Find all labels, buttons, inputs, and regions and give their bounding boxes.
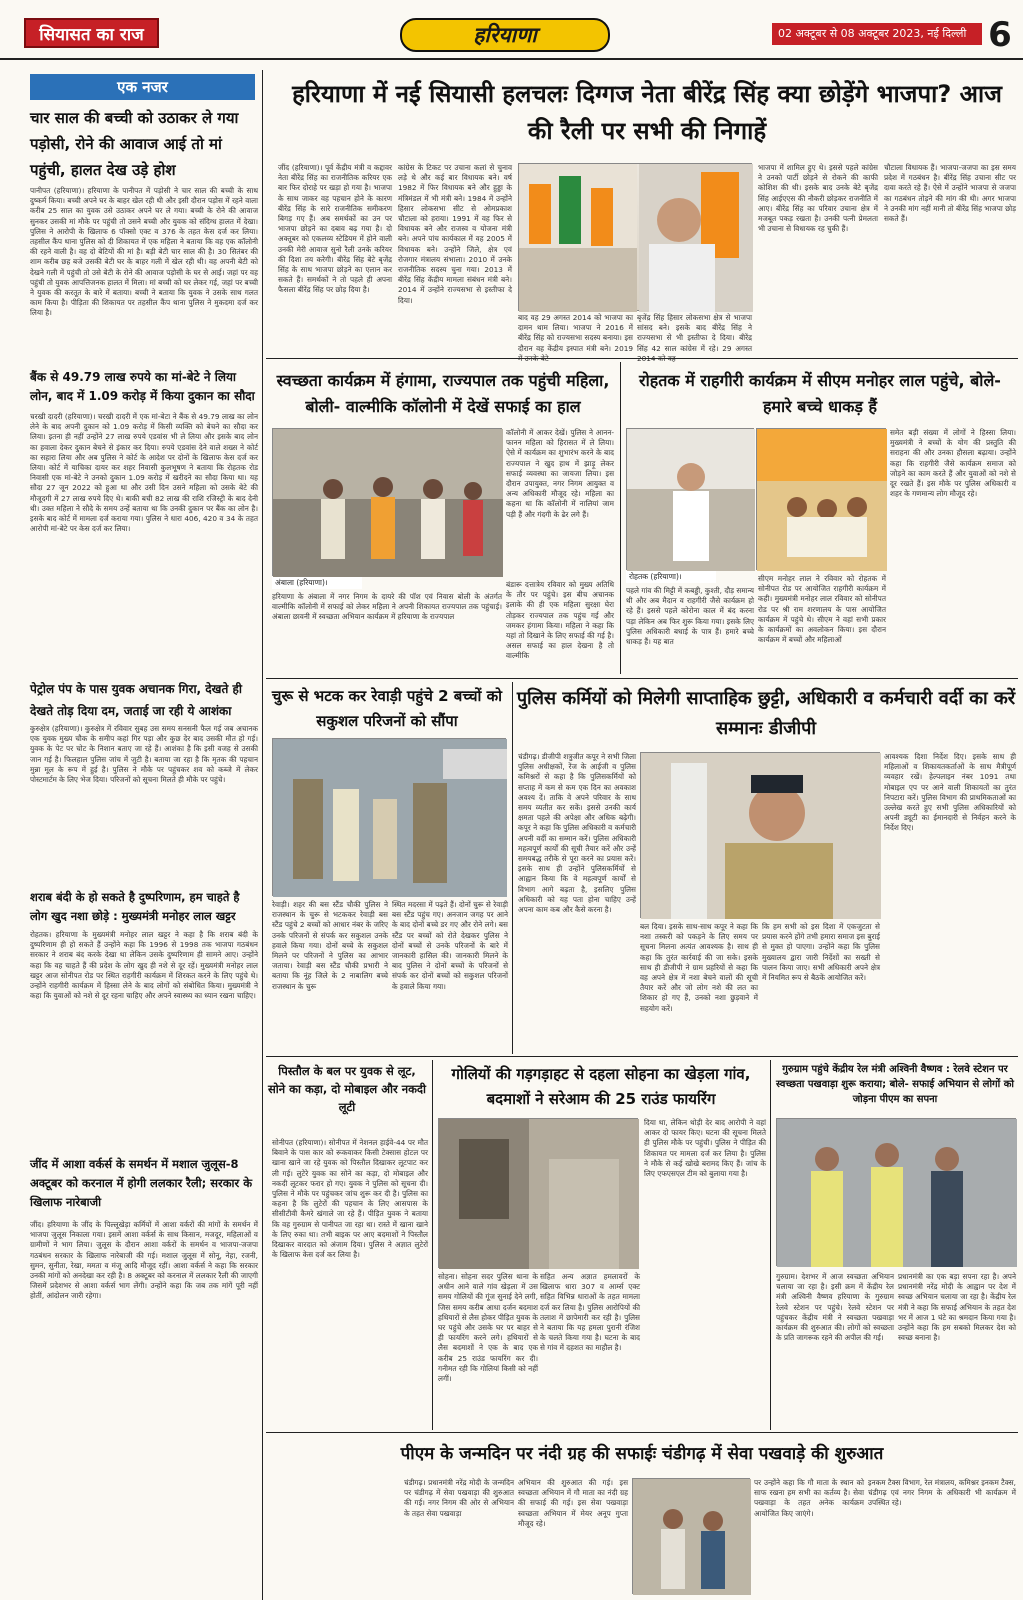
lead-photo-illustration	[519, 164, 753, 312]
vaishnaw-photo	[776, 1118, 1016, 1266]
lower-rule	[266, 1056, 1018, 1057]
sohna-photo	[438, 1118, 638, 1268]
lead-headline: हरियाणा में नई सियासी हलचलः दिग्गज नेता बीरेंद्र सिंह क्या छोड़ेंगे भाजपा? आज की रैली पर सभी की निगाहें	[292, 80, 1002, 145]
rohtak-headline: रोहतक में राहगीरी कार्यक्रम में सीएम मनोहर लाल पहुंचे, बोले- हमारे बच्चे धाकड़ हैं	[639, 371, 1001, 416]
nandi-headline: पीएम के जन्मदिन पर नंदी ग्रह की सफाईः चंडीगढ़ में सेवा पखवाड़े की शुरुआत	[400, 1444, 884, 1464]
pistol-body: सोनीपत (हरियाणा)। सोनीपत में नेशनल हाईवे-44 पर मौत बिवाने के पास कार को रूकवाकर किसी टेक्सास होटल पर खाना खाने जा रहे युवक को पिस्तौल दिखाकर लूटपाट कर ली गई। लुटेरे युवक का सोने का कड़ा, दो मोबाइल और नकदी लूटकर फरार हो गए। युवक ने पुलिस को सूचना दी। पुलिस ने मौके पर पहुंचकर जांच शुरू कर दी है। पुलिस का कहना है कि लुटेरों की पहचान के लिए आसपास के सीसीटीवी कैमरे खंगाले जा रहे हैं। पीड़ित युवक ने बताया कि वह गुरुग्राम से पानीपत जा रहा था। रास्ते में खाना खाने के लिए रुका था। तभी बाइक पर आए बदमाशों ने पिस्तौल दिखाकर वारदात को अंजाम दिया। पुलिस ने अज्ञात लुटेरों के खिलाफ केस दर्ज कर लिया है।	[272, 1138, 428, 1260]
sidebar-story-4-body: रोहतक। हरियाणा के मुख्यमंत्री मनोहर लाल खट्टर ने कहा है कि शराब बंदी के दुष्परिणाम ही हो सकते हैं उन्होंने कहा कि 1996 से 1998 तक भाजपा गठबंधन सरकार ने शराब बंद करके देखा था लेकिन उसके दुष्परिणाम ही सामने आए। उन्होंने कहा कि वह चाहते हैं की प्रदेश के लोग खुद ही नशे से दूर रहें। मुख्यमंत्री मनोहर लाल खट्टर आज सोनीपत रोड पर स्थित राहगीरी कार्यक्रम में शिरकत करने के लिए पहुंचे थे। उन्होंने राहगीरी कार्यक्रम में हिस्सा लेने के बाद लोगों को संबोधित किया। मुख्यमंत्री ने कहा कि युवाओं को नशे से दूर रहना चाहिए और अपने स्वास्थ्य का ध्यान रखना चाहिए।	[30, 930, 258, 1001]
sohna-body-2: सहित अन्य अज्ञात हमलावरों के खिलाफ धारा 307 व आर्म्स एक्ट सहित विभिन्न धाराओं के तहत मामला दर्ज कर लिया है। पुलिस आरोपियों की तलाश में छापेमारी कर रही है। पुलिस ने बताया कि यह हमला पुरानी रंजिश के चलते किया गया है। घटना के बाद से गांव में दहशत का माहौल है।	[540, 1272, 640, 1353]
sidebar-story-3-head: पेट्रोल पंप के पास युवक अचानक गिरा, देखते ही देखते तोड़ दिया दम, जताई जा रही ये आशंका	[30, 682, 242, 718]
sohna-divider	[770, 1060, 771, 1430]
churu-body-2: स्थित मदरसा में पढ़ते हैं। दोनों चुरू से रेवाड़ी बस स्टैंड पहुंच गए। अनजान जगह पर आने के बाद दोनों बच्चे डर गए और रोने लगे। बस स्टैंड पर बच्चों को रोते देखकर पुलिस ने दोनों बच्चों से उनके परिजनों के बारे में जानकारी हासिल की। जानकारी मिलने के बाद पुलिस ने दोनों बच्चों के परिजनों से संपर्क कर दोनों बच्चों को सकुशल परिजनों के हवाले किया गया।	[392, 900, 508, 991]
rohtak-caption: रोहतक (हरियाणा)।	[626, 571, 716, 583]
sohna-photo-illustration	[439, 1119, 639, 1269]
police-photo-illustration	[641, 753, 881, 919]
churu-headline: चुरू से भटक कर रेवाड़ी पहुंचे 2 बच्चों को सकुशल परिजनों को सौंपा	[271, 687, 503, 730]
vaishnaw-photo-illustration	[777, 1119, 1017, 1267]
sidebar-story-5-head: जींद में आशा वर्कर्स के समर्थन में मशाल जुलूस-8 अक्टूबर को करनाल में होगी ललकार रैली; सरकार के खिलाफ नारेबाजी	[30, 1157, 253, 1209]
police-body-4: आवश्यक दिशा निर्देश दिए। इसके साथ ही महिलाओं व शिकायतकर्ताओं के साथ मैत्रीपूर्ण व्यवहार रखें। हेल्पलाइन नंबर 1091 तथा मोबाइल एप पर आने वाली शिकायतों का तुरंत निपटारा करें। पुलिस विभाग की प्राथमिकताओं का उल्लेख करते हुए सभी पुलिस अधिकारियों को अपनी ड्यूटी का ईमानदारी से निर्वहन करने के निर्देश दिए।	[884, 752, 1016, 833]
nandi-photo	[632, 1478, 750, 1594]
nandi-body-1: चंडीगढ़। प्रधानमंत्री नरेंद्र मोदी के जन्मदिन पर चंडीगढ़ में सेवा पखवाड़ा की शुरुआत की गई। नगर निगम की ओर से अभियान के तहत सेवा पखवाड़ा	[404, 1478, 514, 1518]
section-tag: हरियाणा	[400, 18, 610, 52]
nandi-body-3: पर उन्होंने कहा कि गौ माता के स्थान को साफ रखना हम सभी का कर्तव्य है। सेवा पखवाड़ा के तहत अनेक कार्यक्रम आयोजित किए जाएंगे।	[754, 1478, 864, 1518]
lead-photo	[518, 163, 752, 311]
rohtak-body-3: समेत बड़ी संख्या में लोगों ने हिस्सा लिया। मुख्यमंत्री ने बच्चों के योग की प्रस्तुति की सराहना की और उनका हौसला बढ़ाया। उन्होंने कहा कि राहगीरी जैसे कार्यक्रम समाज को जोड़ने का काम करते हैं और युवाओं को नशे से दूर रखते हैं। इस मौके पर पुलिस अधिकारी व शहर के गणमान्य लोग मौजूद रहे।	[890, 428, 1016, 499]
swachhta-divider	[620, 362, 621, 674]
column-divider	[262, 70, 263, 1600]
sidebar-story-5-body: जींद। हरियाणा के जींद के पिल्लूखेड़ा कर्मियों में आशा वर्करों की मांगों के समर्थन में भाजपा जुलूस निकाला गया। इसमें आशा वर्कर्स के साथ किसान, मजदूर, महिलाओं व ग्रामीणों ने भाग लिया। जुलूस के दौरान आशा वर्करों के समर्थन व भाजपा-जजपा गठबंधन सरकार के खिलाफ नारेबाजी की गई। मशाल जुलूस में सोनू, नेहा, रजनी, सुमन, सुनीता, रेखा, ममता व मंजू आदि मौजूद रहीं। आशा वर्कर्स ने कहा कि सरकार उनकी मांगों को अनदेखा कर रही है। 8 अक्टूबर को करनाल में ललकार रैली की जाएगी जिसमें प्रदेशभर से आशा वर्कर्स भाग लेंगी। उन्होंने कहा कि जब तक मांगें पूरी नहीं होतीं, आंदोलन जारी रहेगा।	[30, 1220, 258, 1301]
rohtak-photo-1	[626, 428, 754, 570]
pistol-divider	[432, 1060, 433, 1430]
vaishnaw-headline: गुरुग्राम पहुंचे केंद्रीय रेल मंत्री अश्विनी वैष्णव : रेलवे स्टेशन पर स्वच्छता पखवाड़ा शुरू कराया; बोले- सफाई अभियान से लोगों को जोड़ना पीएम का सपना	[775, 1064, 1015, 1105]
police-photo	[640, 752, 880, 918]
sidebar-story-1-head: चार साल की बच्ची को उठाकर ले गया पड़ोसी, रोने की आवाज आई तो मां पहुंची, हालत देख उड़े होश	[30, 109, 239, 179]
sidebar-story-2-head: बैंक से 49.79 लाख रुपये का मां-बेटे ने लिया लोन, बाद में 1.09 करोड़ में किया दुकान का सौदा	[30, 370, 255, 403]
page-number: 6	[988, 15, 1012, 55]
police-body-1: चंडीगढ़। डीजीपी शत्रुजीत कपूर ने सभी जिला पुलिस अधीक्षकों, रेंज के आईजी व पुलिस कमिश्नरों से कहा है कि पुलिसकर्मियों को सप्ताह में कम से कम एक दिन का अवकाश अवश्य दें। ताकि वे अपने परिवार के साथ समय व्यतीत कर सकें। इससे उनकी कार्य क्षमता पहले की अपेक्षा और अधिक बढ़ेगी। कपूर ने कहा कि पुलिस अधिकारी व कर्मचारी अपनी वर्दी का सम्मान करें। पुलिस अधिकारी महत्वपूर्ण कार्यों की सूची तैयार करें और उन्हें समयबद्ध तरीके से पूरा करने का प्रयास करें। इसके साथ ही उन्होंने पुलिसकर्मियों से आह्वान किया कि वे महत्वपूर्ण कार्यों से विभाग आगे बढ़ता है, इसलिए पुलिस अधिकारी को यह पता होना चाहिए उन्हें अपना काम कब और कैसे करना है।	[518, 752, 636, 915]
rohtak-body-1: पहले गांव की मिट्टी में कबड्डी, कुश्ती, दौड़ समान्य थी और अब मैदान व राहगीरी जैसे कार्यक्रम हो रहे हैं। इससे पहले कोरोना काल में बंद करना पड़ा लेकिन अब फिर शुरू किया गया। इसके लिए पुलिस अधिकारी बधाई के पात्र हैं। हमारे बच्चे धाकड़ हैं। यह बात	[626, 586, 754, 647]
churu-photo	[272, 738, 506, 896]
lead-rule	[266, 358, 1018, 359]
sohna-body-3: दिया था, लेकिन थोड़ी देर बाद आरोपी ने वहां आकर दो फायर किए। घटना की सूचना मिलते ही पुलिस मौके पर पहुंची। पुलिस ने पीड़ित की शिकायत पर मामला दर्ज कर लिया है। पुलिस ने मौके से कई खोखे बरामद किए हैं। जांच के लिए एफएसएल टीम को बुलाया गया है।	[644, 1118, 766, 1179]
lead-photo-text-2: बृजेंद्र सिंह हिसार लोकसभा क्षेत्र से भाजपा सांसद बने। इसके बाद बीरेंद्र सिंह ने राज्यसभा से भी इस्तीफा दे दिया। बीरेंद्र सिंह 42 साल कांग्रेस में रहे। 29 अगस्त	[637, 313, 752, 353]
vaishnaw-body-1: गुरुग्राम। देशभर में आज स्वच्छता अभियान चलाया जा रहा है। इसी क्रम में केंद्रीय रेल मंत्री अश्विनी वैष्णव हरियाणा के गुरुग्राम रेलवे स्टेशन पर पहुंचे। रेलवे स्टेशन पर पहुंचकर केंद्रीय मंत्री ने स्वच्छता पखवाड़ा कार्यक्रम की शुरुआत की। लोगों को स्वच्छता के प्रति जागरूक रहने की अपील की गई।	[776, 1272, 894, 1343]
police-body-2: बल दिया। इसके साथ-साथ कपूर ने कहा कि नशा तस्करी को पकड़ने के लिए समय पर सूचना मिलना अत्यंत आवश्यक है। साथ ही कहा कि तुरंत कार्रवाई की जा सके। इसके साथ ही डीजीपी ने ग्राम प्रहरियों से कहा कि वह अपने क्षेत्र में नशा बेचने वालों की सूची तैयार करें और जो लोग नशे की लत का शिकार हो गए हैं, उनको नशा छुड़वाने में सहयोग करें।	[640, 922, 758, 1013]
sohna-body-1: सोहना। सोहना सदर पुलिस थाना के अधीन आने वाले गांव खेड़ला में उस समय गोलियों की गूंज सुनाई देने लगी, जिस समय करीब आधा दर्जन बदमाश हथियारों से लैस होकर पीड़ित युवक के घर पहुंचे और उसके घर पर बाहर से ही फायरिंग करने लगे। हथियारों से लैस बदमाशों ने एक के बाद एक करीब 25 राउंड फायरिंग कर दी। गनीमत रही कि गोलियां किसी को नहीं लगीं।	[438, 1272, 538, 1384]
mid-rule	[266, 678, 1018, 679]
churu-body-1: रेवाड़ी। शहर की बस स्टैंड चौकी पुलिस ने राजस्थान के चुरू से भटककर रेवाड़ी बस स्टैंड पहुंचे 2 बच्चों को आधार नंबर के जरिए उनके परिजनों से संपर्क कर सकुशल उनके हवाले किया गया। दोनों बच्चे के सकुशल मिलने पर परिजनों ने पुलिस का आभार जताया। रेवाड़ी बस स्टैंड चौकी प्रभारी ने बताया कि नूंह जिले के 2 नाबालिग बच्चे राजस्थान के चुरू	[272, 900, 388, 991]
churu-photo-illustration	[273, 739, 507, 897]
sidebar-label: एक नजर	[30, 74, 255, 100]
swachhta-caption: अंबाला (हरियाणा)।	[272, 577, 362, 589]
rohtak-photo-2-illustration	[757, 429, 887, 571]
lead-photo-text-1: बाद वह 29 अगस्त 2014 को भाजपा का दामन थाम लिया। भाजपा ने 2016 में बीरेंद्र सिंह को राज्यसभा सदस्य बनाया। इस दौरान वह केंद्रीय इस्पात मंत्री बने। 2019	[518, 313, 633, 353]
masthead-rule	[0, 58, 1023, 60]
swachhta-photo	[272, 428, 502, 576]
bottom-rule	[266, 1432, 1018, 1433]
dateline: 02 अक्टूबर से 08 अक्टूबर 2023, नई दिल्ली	[772, 23, 982, 45]
sidebar-story-4-head: शराब बंदी के हो सकते है दुष्परिणाम, हम चाहते है लोग खुद नशा छोड़े : मुख्यमंत्री मनोहर लाल खट्टर	[30, 890, 240, 923]
swachhta-headline: स्वच्छता कार्यक्रम में हंगामा, राज्यपाल तक पहुंची महिला, बोली- वाल्मीकि कॉलोनी में देखें सफाई का हाल	[276, 371, 610, 416]
rohtak-photo-2	[756, 428, 886, 570]
nandi-photo-illustration	[633, 1479, 751, 1595]
churu-divider	[512, 682, 513, 1054]
swachhta-body-1: हरियाणा के अंबाला में नगर निगम के दायरे की पॉश एवं निवास बोली के अंतर्गत वाल्मीकि कॉलोनी में सफाई को लेकर महिला ने अपनी शिकायत राज्यपाल तक पहुंचाई। अंबाला छावनी में स्वच्छता अभियान कार्यक्रम में हरियाणा के राज्यपाल	[272, 592, 502, 622]
rohtak-body-2: सीएम मनोहर लाल ने रविवार को रोहतक में सोनीपत रोड पर आयोजित राहगीरी कार्यक्रम में कही। मुख्यमंत्री मनोहर लाल रविवार को सोनीपत रोड पर श्री राम शरणालय के पास आयोजित कार्यक्रम में पहुंचे थे। सीएम ने वहां सभी प्रकार के कार्यक्रमों का अवलोकन किया। इस दौरान कार्यक्रम में बच्चों और महिलाओं	[758, 574, 886, 645]
sidebar-story-2-body: चरखी दादरी (हरियाणा)। चरखी दादरी में एक मां-बेटा ने बैंक से 49.79 लाख का लोन लेने के बाद अपनी दुकान को 1.09 करोड़ में किसी व्यक्ति को बेचने का सौदा कर लिया। इतना ही नहीं उन्होंने 27 लाख रुपये एडवांस भी ले लिया और इसके बाद लोन का हवाला देकर दुकान बेचने से इंकार कर दिया। रुपये एडवांस देने वाले शख्स ने कोर्ट का सहारा लिया और अब पुलिस ने कोर्ट के आदेश पर दोनों के खिलाफ केस दर्ज कर लिया। कोर्ट में याचिका दायर कर शहर निवासी कुलभूषण ने बताया कि रोहतक रोड निवासी एक मां-बेटे ने उनको दुकान 1.09 करोड़ में खरीदने का सौदा किया था। यह सौदा 27 जून 2022 को हुआ था और उसी दिन उसने महिला को उसके बेटे की मौजूदगी में 27 लाख रुपये दिए थे। बाकी बची 82 लाख की राशि रजिस्ट्री के बाद देनी थी। उक्त महिला ने सौदे के समय उन्हें बताया था कि उनकी दुकान पर बैंक का लोन है। इसके बाद कोर्ट में मामला दर्ज कराया गया। पुलिस ने धारा 406, 420 व 34 के तहत आरोपी मां-बेटे पर केस दर्ज कर लिया।	[30, 412, 258, 534]
police-body-3: कि हम सभी को इस दिशा में एकजुटता से प्रयास करने होंगे तभी हमारा समाज इस बुराई से मुक्त हो पाएगा। उन्होंने कहा कि पुलिस मुख्यालय द्वारा जारी निर्देशों का सख्ती से पालन किया जाए। सभी अधिकारी अपने क्षेत्र में नियमित रूप से बैठकें आयोजित करें।	[762, 922, 880, 983]
lead-body-col-1: जींद (हरियाणा)। पूर्व केंद्रीय मंत्री व कद्दावर नेता बीरेंद्र सिंह का राजनीतिक करियर एक बार फिर दोराहे पर खड़ा हो गया है। भाजपा के साथ जाकर वह पहचान होने के कारण बीरेंद्र सिंह के सारे राजनीतिक समीकरण बिगड़ गए हैं। अब समर्थकों का उन पर भाजपा छोड़ने का दबाव बढ़ गया है। दो अक्तूबर को एकलव्य स्टेडियम में होने वाली उनकी मेरी आवाज सुनो रैली उनके करियर की दिशा तय करेगी। बीरेंद्र सिंह बेटे बृजेंद्र सिंह के साथ भाजपा छोड़ने का एलान कर सकते हैं। समर्थकों ने तो पहले ही अपना फैसला बीरेंद्र सिंह पर छोड़ दिया है।	[278, 163, 392, 295]
sohna-headline: गोलियों की गड़गड़ाहट से दहला सोहना का खेड़ला गांव, बदमाशों ने सरेआम की 25 राउंड फायरिंग	[451, 1065, 751, 1108]
swachhta-photo-illustration	[273, 429, 503, 577]
newspaper-brand: सियासत का राज	[24, 18, 159, 48]
lead-body-col-3: भाजपा में शामिल हुए थे। इससे पहले कांग्रेस ने उनको पार्टी छोड़ने से रोकने की काफी कोशिश की थी। इसके बाद उनके बेटे बृजेंद्र सिंह आईएएस की नौकरी छोड़कर राजनीति में आए। बीरेंद्र सिंह का परिवार उचाना क्षेत्र में मजबूत पकड़ रखता है। उनकी पत्नी प्रेमलता भी उचाना से विधायक रह चुकी हैं।	[758, 163, 878, 234]
lead-body-col-4: चौटाला विधायक हैं। भाजपा-जजपा का इस समय प्रदेश में गठबंधन है। बीरेंद्र सिंह उचाना सीट पर दावा करते रहे हैं। ऐसे में उन्होंने भाजपा से जजपा का गठबंधन तोड़ने की मांग की थी। अगर भाजपा ने उनकी मांग नहीं मानी तो बीरेंद्र सिंह भाजपा छोड़ सकते हैं।	[884, 163, 1016, 224]
vaishnaw-body-2: प्रधानमंत्री का एक बड़ा सपना रहा है। अपने प्रधानमंत्री नरेंद्र मोदी के आह्वान पर देश में स्वच्छ अभियान चलाया जा रहा है। केंद्रीय रेल मंत्री ने कहा कि सफाई अभियान के तहत देश भर में आज 1 घंटे का श्रमदान किया गया है। उन्होंने कहा कि हम सबको मिलकर देश को स्वच्छ बनाना है।	[898, 1272, 1016, 1343]
swachhta-body-2: बंडारू दत्तात्रेय रविवार को मुख्य अतिथि के तौर पर पहुंचे। इस बीच अचानक इलाके की ही एक महिला सुरक्षा घेरा तोड़कर राज्यपाल तक पहुंच गई और जमकर हंगामा किया। महिला ने कहा कि यहां तो दिखाने के लिए सफाई की गई है। असल सफाई का हाल देखना है तो वाल्मीकि	[506, 580, 614, 661]
swachhta-body-3: कॉलोनी में आकर देखें। पुलिस ने आनन-फानन महिला को हिरासत में ले लिया। ऐसे में कार्यक्रम का शुभारंभ करने के बाद राज्यपाल ने खुद हाथ में झाड़ू लेकर सफाई व्यवस्था का जायजा लिया। इस दौरान उपायुक्त, नगर निगम आयुक्त व अन्य अधिकारी मौजूद रहे। महिला का कहना था कि कॉलोनी में नालियां जाम पड़ी हैं और गंदगी के ढेर लगे हैं।	[506, 428, 614, 519]
nandi-body-4: इनकम टैक्स विभाग, रेल मंत्रालय, कमिश्नर इनकम टैक्स, चंडीगढ़ एवं नगर निगम के अधिकारी भी कार्यक्रम में उपस्थित रहे।	[868, 1478, 1016, 1508]
sidebar-story-3-body: कुरुक्षेत्र (हरियाणा)। कुरुक्षेत्र में रविवार सुबह उस समय सनसनी फैल गई जब अचानक एक युवक मुख्य चौक के समीप कहां गिर पड़ा और कुछ देर बाद उसकी मौत हो गई। युवक के पेट पर चोट के निशान बताए जा रहे हैं। आशंका है कि इसी वजह से उसकी जान गई है। फिलहाल पुलिस जांच में जुटी है। बताया जा रहा है कि मृतक की पहचान मुन्ना मूल के रूप में हुई है। पुलिस ने मौके पर पहुंचकर शव को कब्जे में लेकर पोस्टमार्टम के लिए भेज दिया। परिजनों को सूचना मिलते ही मौके पर पहुंचे।	[30, 724, 258, 785]
rohtak-photo-1-illustration	[627, 429, 755, 571]
nandi-body-2: अभियान की शुरुआत की गई। इस स्वच्छता अभियान में गौ माता का नंदी ग्रह की सफाई की गई। इस सेवा पखवाड़ा स्वच्छता अभियान में मेयर अनूप गुप्ता मौजूद रहे।	[518, 1478, 628, 1528]
lead-body-col-2: कांग्रेस के टिकट पर उचाना कलां से चुनाव लड़े थे और कई बार विधायक बने। वर्ष 1982 में फिर विधायक बने और हुड्डा के मंत्रिमंडल में भी मंत्री बने। 1984 में उन्होंने हिसार लोकसभा सीट से ओमप्रकाश चौटाला को हराया। 1991 में वह फिर से विधायक बने और राजस्व व योजना मंत्री बने। अपने पांच कार्यकाल में वह 2005 में विधायक बने। उन्होंने जिले, क्षेत्र एवं रोजगार मंत्रालय संभाला। 2010 में उनके राजनीतिक सदस्य चुना गया। 2013 में बीरेंद्र सिंह केंद्रीय मामला संबंधन मंत्री बने। 2014 में उन्होंने राज्यसभा से इस्तीफा दे दिया।	[398, 163, 512, 305]
sidebar-story-1-body: पानीपत (हरियाणा)। हरियाणा के पानीपत में पड़ोसी ने चार साल की बच्ची के साथ दुष्कर्म किया। बच्ची अपने घर के बाहर खेल रही थी और इसी दौरान पड़ोस में रहने वाला करीब 25 साल का युवक उसे उठाकर अपने घर ले गया। बच्ची के रोने की आवाज सुनकर उसकी मां मौके पर पहुंची तो उसने बच्ची और युवक को संदिग्ध हालत में देखा। पुलिस ने आरोपी के खिलाफ 6 पॉक्सो एक्ट व 376 के तहत केस दर्ज कर लिया। तहसील कैंप थाना पुलिस को दी शिकायत में एक महिला ने बताया कि वह एक कॉलोनी की रहने वाली है। वह दो बेटियों की मां है। बड़ी बेटी चार साल की है। 30 सितंबर की शाम करीब छह बजे उसकी बेटी घर के बाहर गली में खेल रही थी। वह अपनी बेटी को देखने गली में पहुंची तो उसे बेटी के रोने की आवाज पड़ोसी के घर से आई। जहां पर वह पहुंची तो युवक आपत्तिजनक हालत में मिला। मां बच्ची को घर लेकर गई, जहां पर बच्ची ने युवक की करतूत के बारे में बताया। बच्ची ने बताया कि युवक ने उसके साथ गलत काम किया है। पीड़िता की शिकायत पर तहसील कैंप थाना पुलिस ने मुकदमा दर्ज कर लिया है।	[30, 186, 258, 318]
police-headline: पुलिस कर्मियों को मिलेगी साप्ताहिक छुट्टी, अधिकारी व कर्मचारी वर्दी का करें सम्मानः डीजीपी	[516, 688, 1016, 739]
pistol-headline: पिस्तौल के बल पर युवक से लूट, सोने का कड़ा, दो मोबाइल और नकदी लूटी	[268, 1064, 426, 1114]
